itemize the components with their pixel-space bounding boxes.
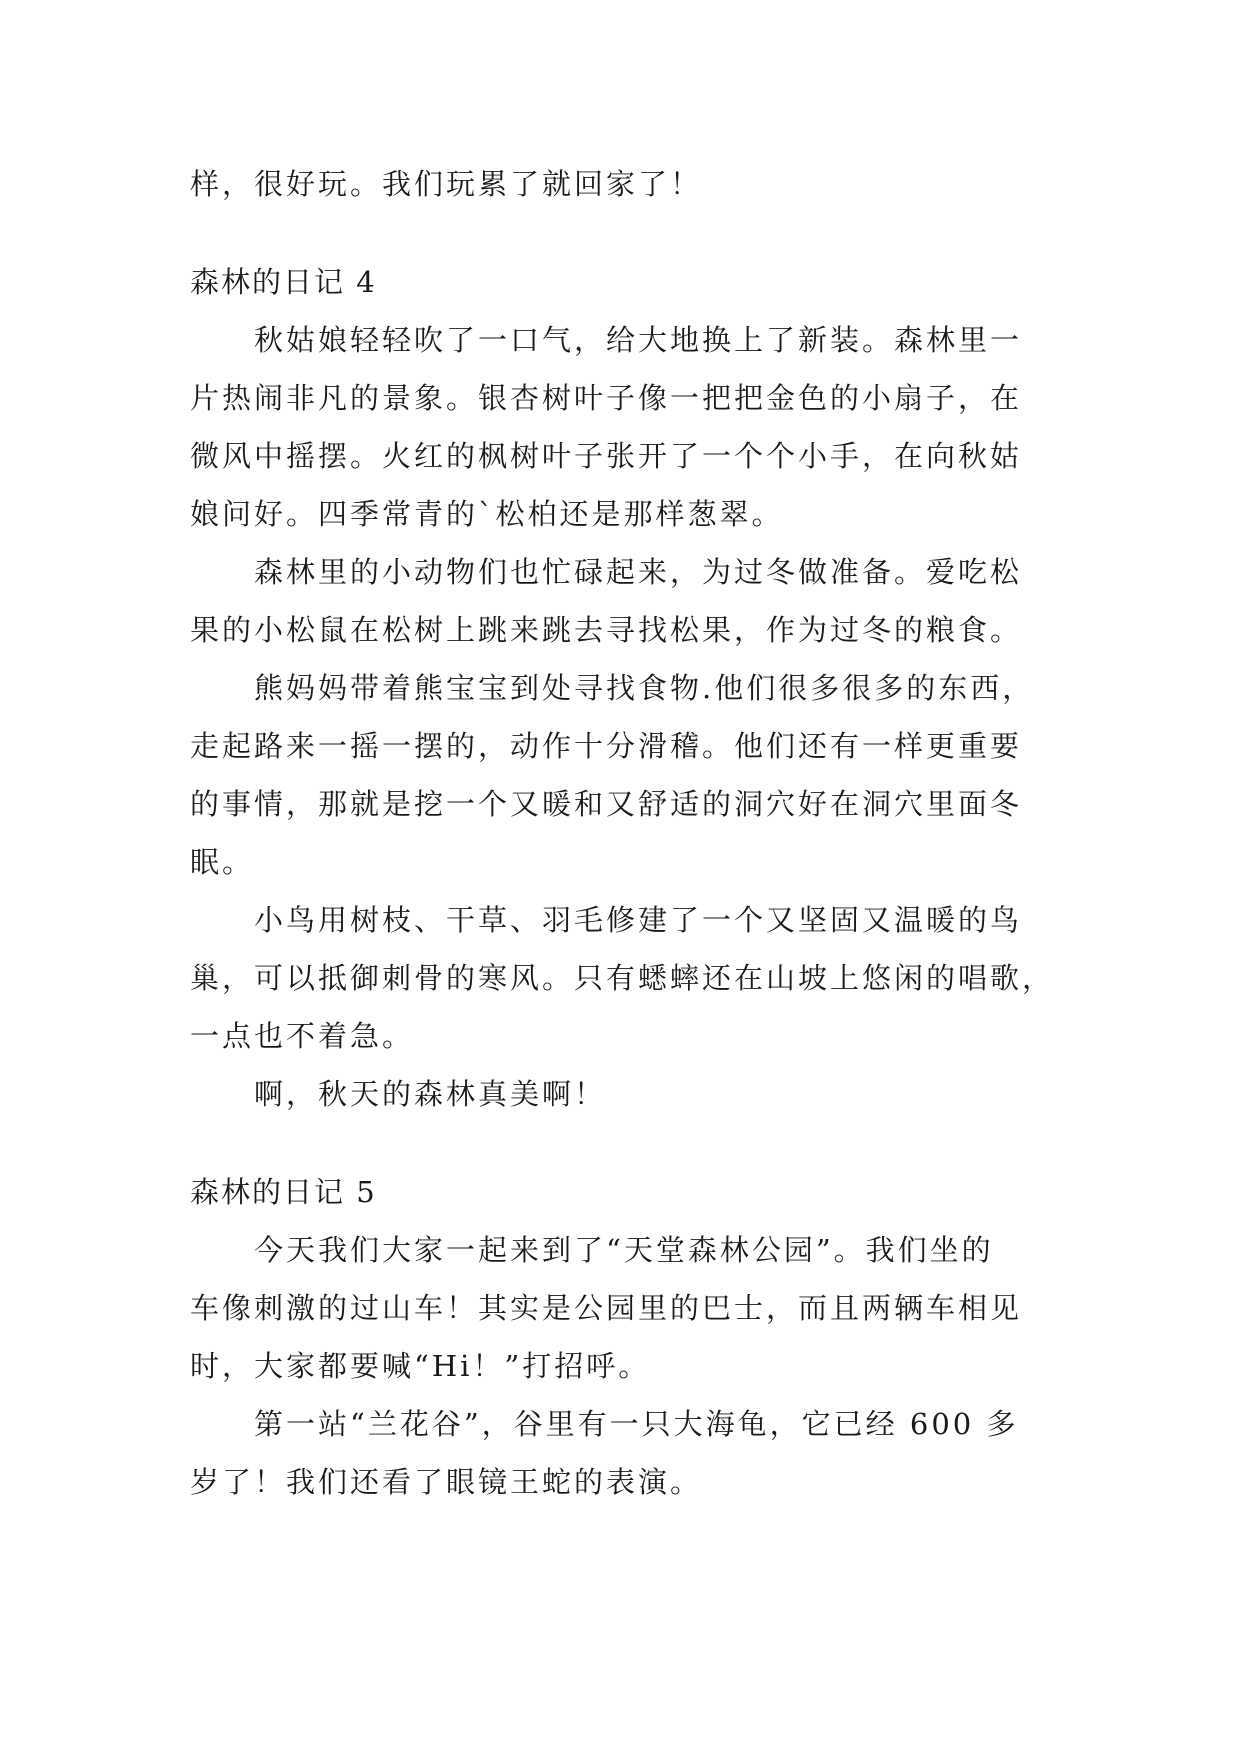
- paragraph-line: 秋姑娘轻轻吹了一口气，给大地换上了新装。森林里一: [254, 323, 1023, 357]
- paragraph-line: 时，大家都要喊“Hi！”打招呼。: [190, 1349, 651, 1383]
- paragraph-line: 的事情，那就是挖一个又暖和又舒适的洞穴好在洞穴里面冬: [190, 787, 1023, 821]
- paragraph-line: 第一站“兰花谷”，谷里有一只大海龟，它已经 600 多: [254, 1407, 1019, 1441]
- paragraph-line: 走起路来一摇一摆的，动作十分滑稽。他们还有一样更重要: [190, 729, 1023, 763]
- section-title: 森林的日记 4: [190, 265, 377, 299]
- paragraph-line: 森林里的小动物们也忙碌起来，为过冬做准备。爱吃松: [254, 555, 1023, 589]
- document-body: [190, 155, 1060, 1511]
- paragraph-line: 啊，秋天的森林真美啊！: [254, 1077, 607, 1111]
- section-title: 森林的日记 5: [190, 1175, 377, 1209]
- paragraph-line: 一点也不着急。: [190, 1019, 415, 1053]
- paragraph-line: 样，很好玩。我们玩累了就回家了！: [190, 167, 703, 201]
- paragraph-line: 片热闹非凡的景象。银杏树叶子像一把把金色的小扇子，在: [190, 381, 1023, 415]
- paragraph-line: 果的小松鼠在松树上跳来跳去寻找松果，作为过冬的粮食。: [190, 613, 1023, 647]
- paragraph-line: 小鸟用树枝、干草、羽毛修建了一个又坚固又温暖的鸟: [254, 903, 1023, 937]
- paragraph-line: 熊妈妈带着熊宝宝到处寻找食物.他们很多很多的东西，: [254, 671, 1035, 705]
- paragraph-line: 巢，可以抵御刺骨的寒风。只有蟋蟀还在山坡上悠闲的唱歌，: [190, 961, 1055, 995]
- paragraph-line: 微风中摇摆。火红的枫树叶子张开了一个个小手，在向秋姑: [190, 439, 1023, 473]
- paragraph-line: 娘问好。四季常青的`松柏还是那样葱翠。: [190, 497, 784, 531]
- section-spacer: [190, 1123, 1060, 1163]
- section-spacer: [190, 213, 1060, 253]
- paragraph-line: 车像刺激的过山车！其实是公园里的巴士，而且两辆车相见: [190, 1291, 1023, 1325]
- paragraph-line: 岁了！我们还看了眼镜王蛇的表演。: [190, 1465, 703, 1499]
- paragraph-line: 眠。: [190, 845, 255, 879]
- paragraph-line: 今天我们大家一起来到了“天堂森林公园”。我们坐的: [254, 1233, 994, 1267]
